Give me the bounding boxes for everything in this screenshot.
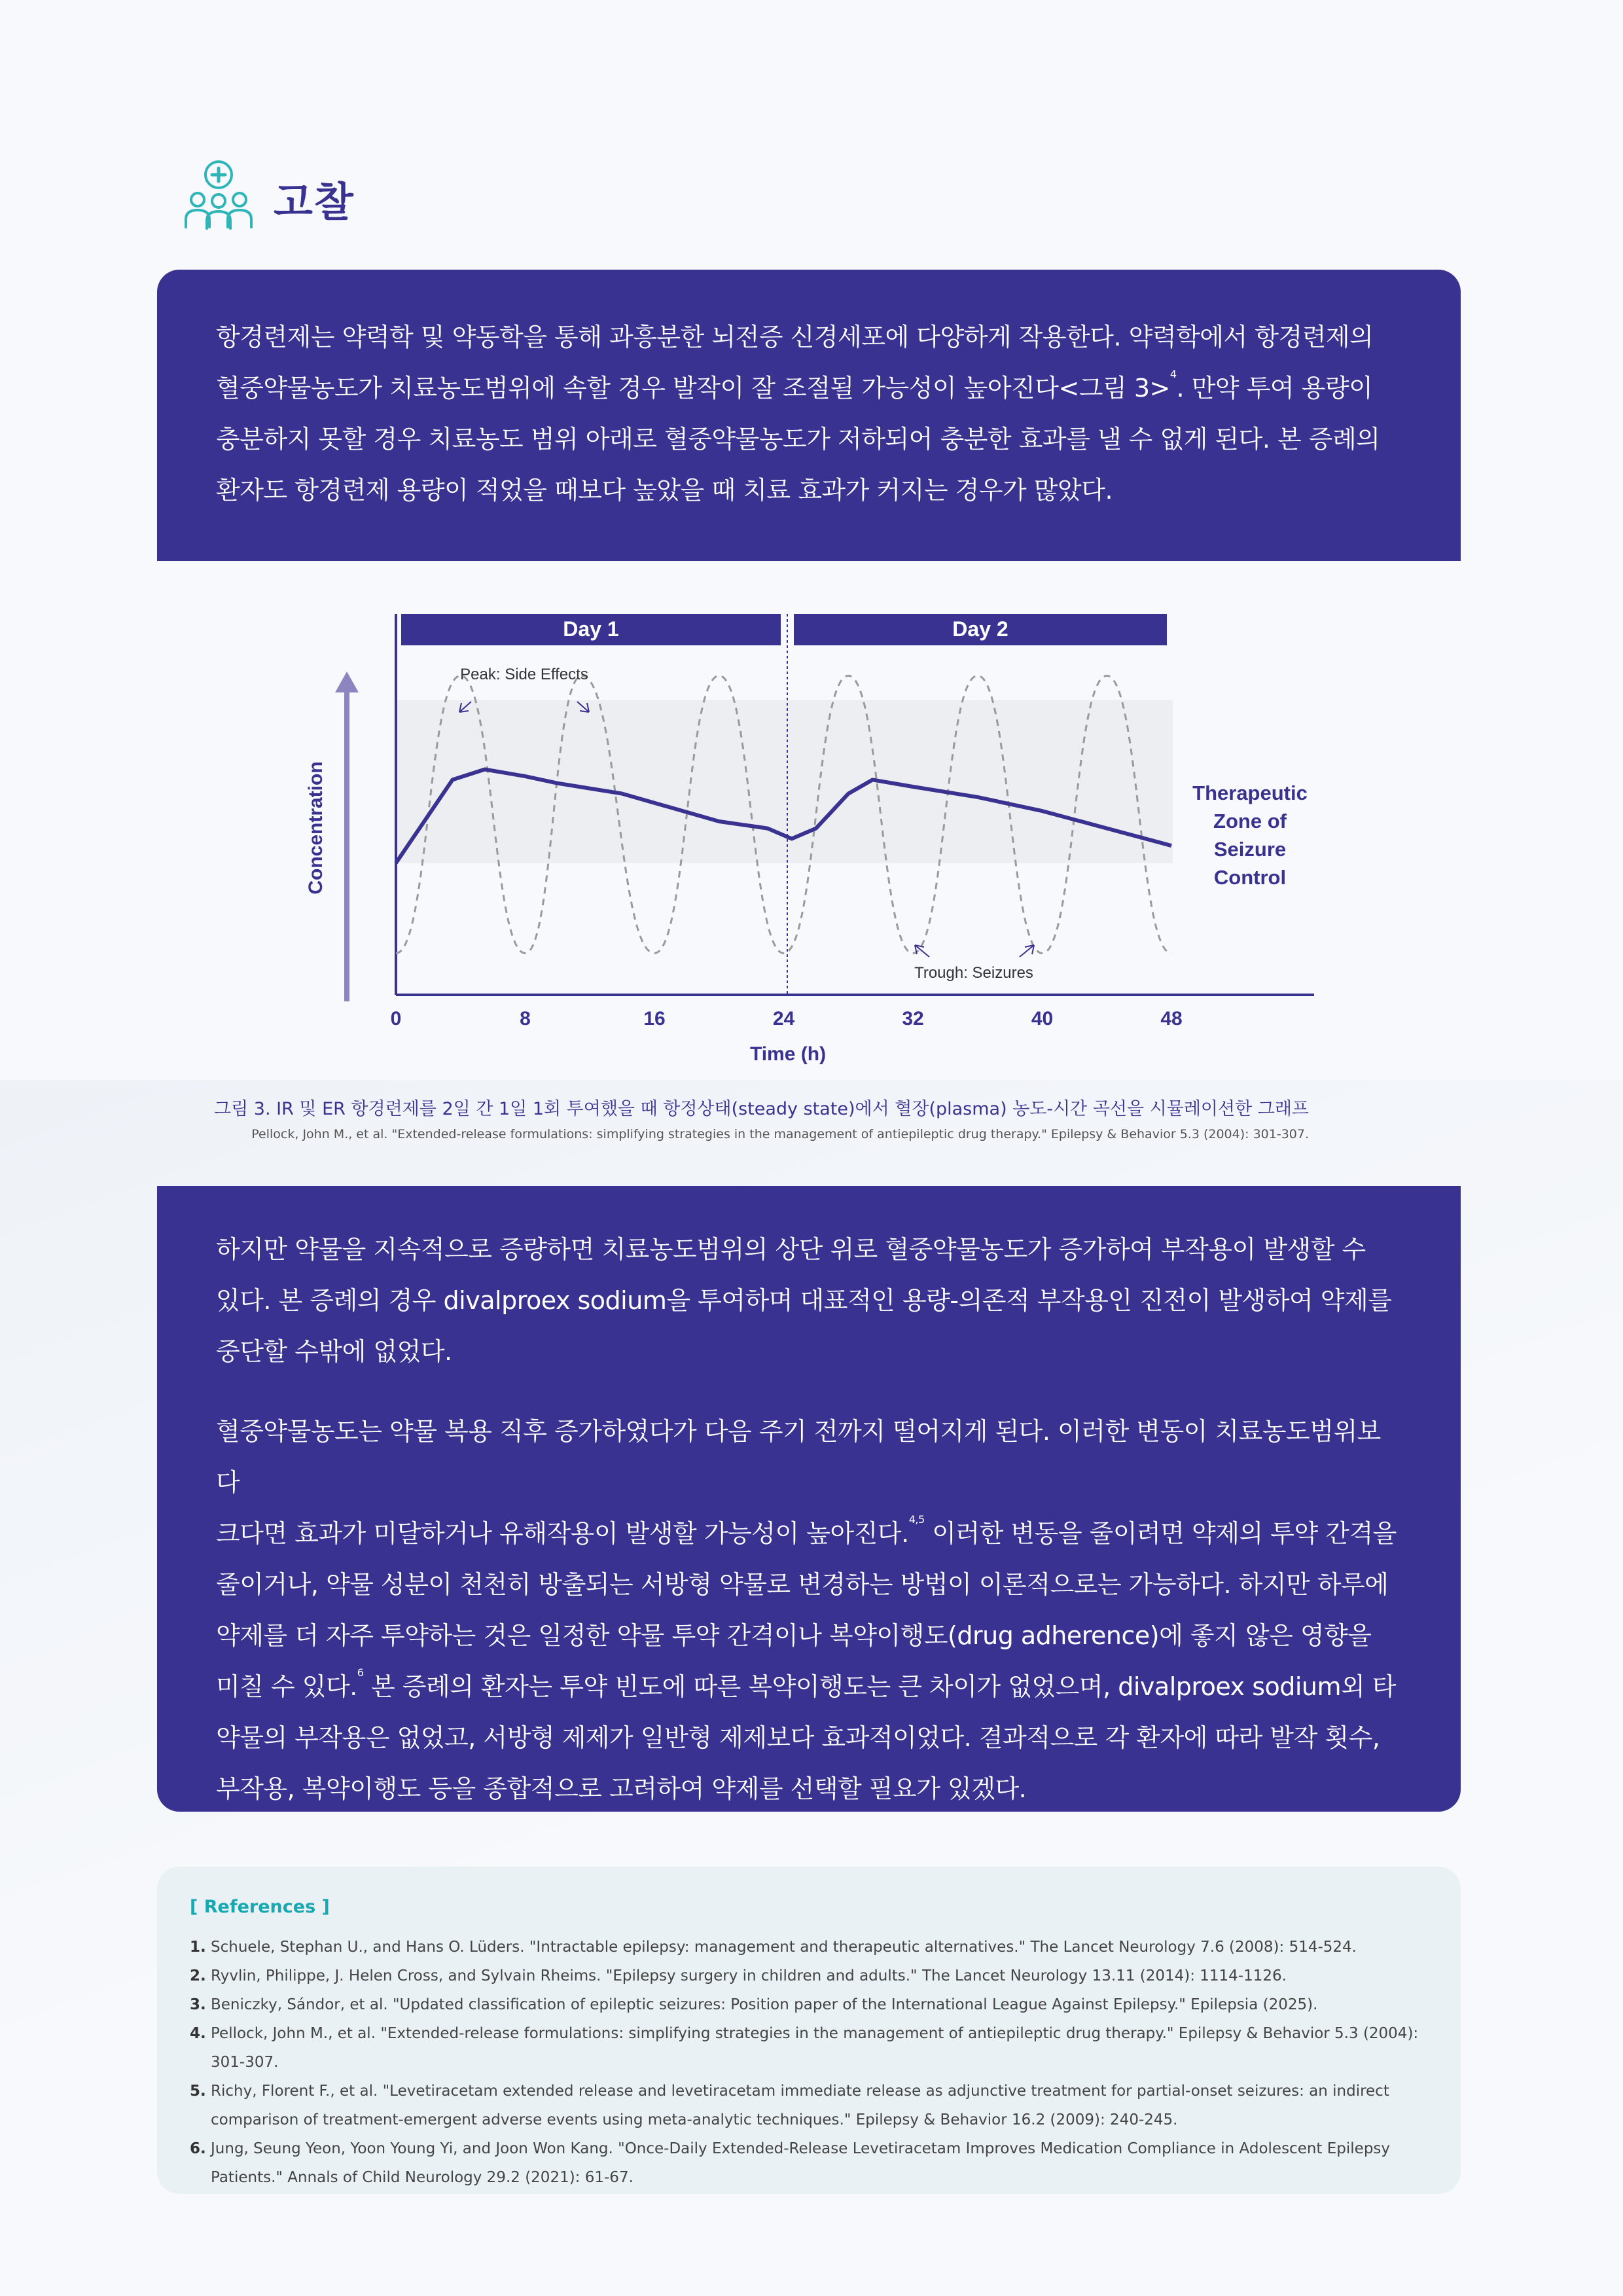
text-line: 줄이거나, 약물 성분이 천천히 방출되는 서방형 약물로 변경하는 방법이 이론적으로는 가능하다. 하지만 하루에	[216, 1570, 1389, 1599]
therapeutic-zone-band	[396, 700, 1173, 863]
page-title: 고찰	[274, 177, 355, 226]
intro-paragraph	[216, 312, 1402, 516]
citation-sup: 6	[357, 1666, 364, 1679]
zone-label-line: Zone of	[1213, 810, 1287, 833]
text-line: 크다면 효과가 미달하거나 유해작용이 발생할 가능성이 높아진다.	[216, 1519, 909, 1548]
reference-number: 5.	[190, 2083, 206, 2100]
reference-item	[190, 2077, 1428, 2134]
text-line: . 만약 투여 용량이	[1176, 374, 1373, 403]
reference-number: 1.	[190, 1939, 206, 1956]
day1-label: Day 1	[563, 617, 619, 641]
text-line: 있다. 본 증례의 경우 divalproex sodium을 투여하며 대표적인 용량-의존적 부작용인 진전이 발생하여 약제를	[216, 1286, 1392, 1315]
reference-text: Jung, Seung Yeon, Yoon Young Yi, and Joon Won Kang. "Once-Daily Extended-Release Levetiracetam Improves Medication Compliance in Adolescent Epilepsy Patients." Annals of Child Neurology 29.2 (2021): 61-67.	[211, 2140, 1391, 2186]
text-line: 환자도 항경련제 용량이 적었을 때보다 높았을 때 치료 효과가 커지는 경우가 많았다.	[216, 476, 1113, 505]
text-line: 항경련제는 약력학 및 약동학을 통해 과흥분한 뇌전증 신경세포에 다양하게 작용한다. 약력학에서 항경련제의	[216, 323, 1374, 351]
text-line: 약물의 부작용은 없었고, 서방형 제제가 일반형 제제보다 효과적이었다. 결과적으로 각 환자에 따라 발작 횟수,	[216, 1723, 1380, 1752]
reference-number: 6.	[190, 2140, 206, 2157]
x-tick-label: 40	[1031, 1008, 1054, 1030]
reference-number: 2.	[190, 1967, 206, 1984]
peak-annotation: Peak: Side Effects	[460, 666, 588, 683]
reference-text: Ryvlin, Philippe, J. Helen Cross, and Sylvain Rheims. "Epilepsy surgery in children and adults." The Lancet Neurology 13.11 (2014): 1114-1126.	[211, 1967, 1287, 1984]
text-line: 부작용, 복약이행도 등을 종합적으로 고려하여 약제를 선택할 필요가 있겠다.	[216, 1774, 1027, 1803]
reference-text: Schuele, Stephan U., and Hans O. Lüders. "Intractable epilepsy: management and therapeutic alternatives." The Lancet Neurology 7.6 (2008): 514-524.	[211, 1939, 1357, 1956]
reference-text: Beniczky, Sándor, et al. "Updated classification of epileptic seizures: Position paper of the International League Against Epilepsy." Epilepsia (2025).	[211, 1996, 1318, 2013]
figure-caption: 그림 3. IR 및 ER 항경련제를 2일 간 1일 1회 투여했을 때 항정상태(steady state)에서 혈장(plasma) 농도-시간 곡선을 시뮬레이션한 그래프	[214, 1099, 1309, 1119]
text-line: 충분하지 못할 경우 치료농도 범위 아래로 혈중약물농도가 저하되어 충분한 효과를 낼 수 없게 된다. 본 증례의	[216, 425, 1380, 454]
references-box	[157, 1867, 1461, 2194]
text-line: 미칠 수 있다.	[216, 1672, 357, 1701]
trough-annotation: Trough: Seizures	[914, 964, 1033, 982]
discussion-paragraph-2	[216, 1406, 1402, 1814]
trough-arrow-right	[1020, 945, 1034, 957]
text-line: 하지만 약물을 지속적으로 증량하면 치료농도범위의 상단 위로 혈중약물농도가 증가하여 부작용이 발생할 수	[216, 1235, 1366, 1264]
reference-item	[190, 1962, 1428, 1990]
citation-sup: 4	[1169, 368, 1177, 380]
zone-label-line: Therapeutic	[1192, 781, 1308, 804]
day2-label: Day 2	[952, 617, 1008, 641]
section-header	[178, 156, 355, 241]
people-medical-icon	[178, 158, 259, 239]
reference-item	[190, 1933, 1428, 1962]
x-tick-label: 24	[772, 1008, 795, 1030]
text-line: 혈중약물농도는 약물 복용 직후 증가하였다가 다음 주기 전까지 떨어지게 된다. 이러한 변동이 치료농도범위보다	[216, 1417, 1381, 1497]
x-axis-title: Time (h)	[749, 1043, 827, 1065]
zone-label-line: Control	[1213, 866, 1287, 889]
references-title: [ References ]	[190, 1897, 330, 1917]
x-tick-label: 16	[643, 1008, 666, 1030]
x-tick-label: 48	[1160, 1008, 1183, 1030]
reference-item	[190, 2019, 1428, 2077]
text-line: 혈중약물농도가 치료농도범위에 속할 경우 발작이 잘 조절될 가능성이 높아진다<그림 3>	[216, 374, 1170, 403]
intro-box	[157, 270, 1461, 561]
zone-label-line: Seizure	[1213, 838, 1287, 861]
concentration-time-chart	[281, 602, 1355, 1073]
text-line: 약제를 더 자주 투약하는 것은 일정한 약물 투약 간격이나 복약이행도(drug adherence)에 좋지 않은 영향을	[216, 1621, 1372, 1650]
reference-number: 4.	[190, 2025, 206, 2042]
discussion-paragraph-1	[216, 1224, 1402, 1377]
figure-source: Pellock, John M., et al. "Extended-release formulations: simplifying strategies in the management of antiepileptic drug therapy." Epilepsy & Behavior 5.3 (2004): 301-307.	[251, 1127, 1309, 1141]
citation-sup: 4,5	[908, 1513, 925, 1526]
reference-item	[190, 2134, 1428, 2192]
arrow-up-icon	[335, 672, 359, 692]
reference-text: Pellock, John M., et al. "Extended-release formulations: simplifying strategies in the management of antiepileptic drug therapy." Epilepsy & Behavior 5.3 (2004): 301-307.	[211, 2025, 1419, 2071]
y-axis-title: Concentration	[305, 761, 327, 895]
text-line: 중단할 수밖에 없었다.	[216, 1337, 452, 1366]
reference-text: Richy, Florent F., et al. "Levetiracetam extended release and levetiracetam immediate release as adjunctive treatment for partial-onset seizures: an indirect comparison of treatment-emergent adverse events using meta-analytic techniques." Epilepsy & Behavior 16.2 (2009): 240-245.	[211, 2083, 1389, 2128]
zone-label	[1192, 781, 1308, 889]
text-line: 이러한 변동을 줄이려면 약제의 투약 간격을	[924, 1519, 1397, 1548]
text-line: 본 증례의 환자는 투약 빈도에 따른 복약이행도는 큰 차이가 없었으며, divalproex sodium외 타	[363, 1672, 1397, 1701]
discussion-box	[157, 1186, 1461, 1812]
x-tick-label: 8	[520, 1008, 531, 1030]
x-tick-label: 0	[390, 1008, 402, 1030]
x-tick-label: 32	[902, 1008, 924, 1030]
reference-number: 3.	[190, 1996, 206, 2013]
reference-item	[190, 1990, 1428, 2019]
